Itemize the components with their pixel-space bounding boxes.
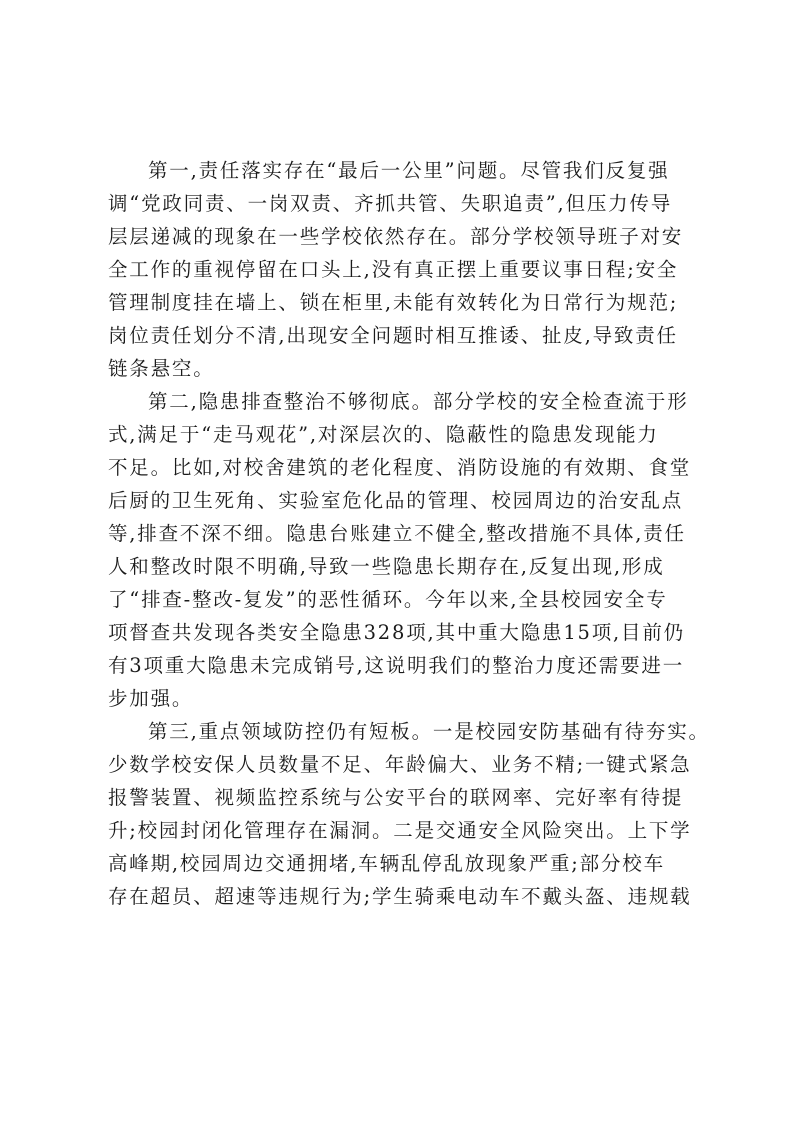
- paragraph-1-line-5: 管理制度挂在墙上、锁在柜里,未能有效转化为日常行为规范;: [108, 291, 679, 314]
- paragraph-2-line-2: 式,满足于“走马观花”,对深层次的、隐蔽性的隐患发现能力: [108, 423, 659, 446]
- paragraph-3-line-3: 报警装置、视频监控系统与公安平台的联网率、完好率有待提: [108, 786, 684, 809]
- paragraph-2-line-3: 不足。比如,对校舍建筑的老化程度、消防设施的有效期、食堂: [108, 456, 692, 479]
- paragraph-2-line-10: 步加强。: [108, 687, 194, 710]
- paragraph-3-line-4: 升;校园封闭化管理存在漏洞。二是交通安全风险突出。上下学: [108, 819, 692, 842]
- paragraph-2-line-1: 第二,隐患排查整治不够彻底。部分学校的安全检查流于形: [148, 390, 689, 413]
- paragraph-2-line-7: 了“排查-整改-复发”的恶性循环。今年以来,全县校园安全专: [108, 588, 668, 611]
- paragraph-1-line-4: 全工作的重视停留在口头上,没有真正摆上重要议事日程;安全: [108, 258, 679, 281]
- paragraph-3-line-5: 高峰期,校园周边交通拥堵,车辆乱停乱放现象严重;部分校车: [108, 852, 665, 875]
- paragraph-1-line-1: 第一,责任落实存在“最后一公里”问题。尽管我们反复强: [148, 159, 670, 182]
- paragraph-2-line-5: 等,排查不深不细。隐患台账建立不健全,整改措施不具体,责任: [108, 522, 686, 545]
- paragraph-3-line-6: 存在超员、超速等违规行为;学生骑乘电动车不戴头盔、违规载: [108, 885, 692, 908]
- paragraph-3-line-1: 第三,重点领域防控仍有短板。一是校园安防基础有待夯实。: [148, 720, 710, 743]
- paragraph-2-line-6: 人和整改时限不明确,导致一些隐患长期存在,反复出现,形成: [108, 555, 665, 578]
- paragraph-3-line-2: 少数学校安保人员数量不足、年龄偏大、业务不精;一键式紧急: [108, 753, 692, 776]
- paragraph-1-line-3: 层层递减的现象在一些学校依然存在。部分学校领导班子对安: [108, 225, 684, 248]
- paragraph-2-line-9: 有3项重大隐患未完成销号,这说明我们的整治力度还需要进一: [108, 654, 685, 677]
- document-body: [108, 154, 708, 913]
- paragraph-1-line-2: 调“党政同责、一岗双责、齐抓共管、失职追责”,但压力传导: [108, 192, 673, 215]
- paragraph-1-line-7: 链条悬空。: [108, 357, 215, 380]
- paragraph-2-line-4: 后厨的卫生死角、实验室危化品的管理、校园周边的治安乱点: [108, 489, 684, 512]
- paragraph-2-line-8: 项督查共发现各类安全隐患328项,其中重大隐患15项,目前仍: [108, 621, 685, 644]
- paragraph-1-line-6: 岗位责任划分不清,出现安全问题时相互推诿、扯皮,导致责任: [108, 324, 678, 347]
